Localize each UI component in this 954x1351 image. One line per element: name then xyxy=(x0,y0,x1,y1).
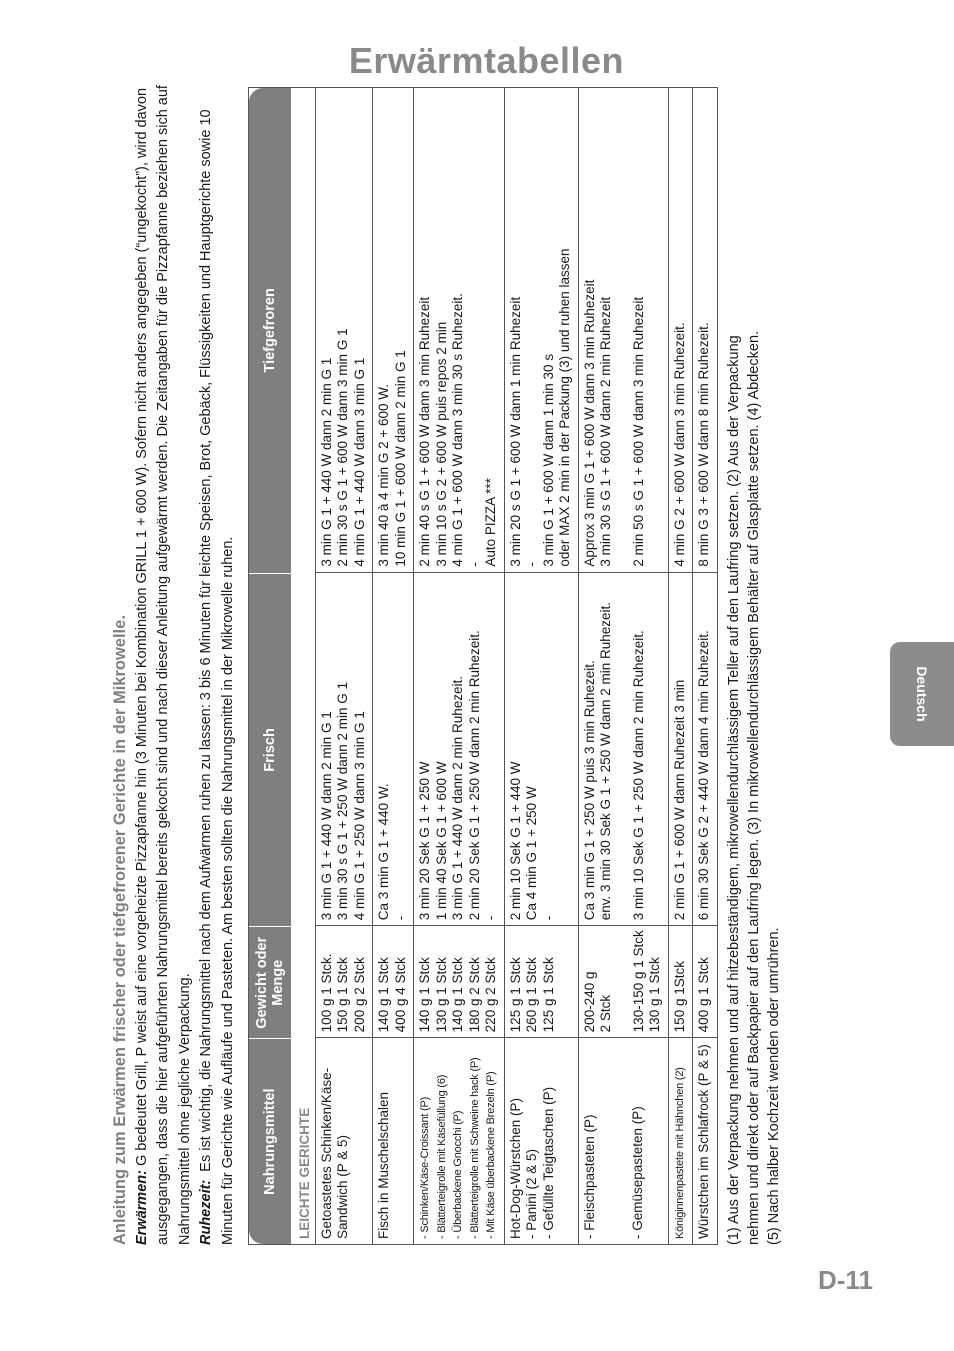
table-header-row xyxy=(249,88,291,1244)
food-line: Getoastetes Schinken/Käse- xyxy=(318,1067,334,1239)
cell-frozen xyxy=(692,88,717,573)
fresh-line xyxy=(615,577,631,921)
cell-weight xyxy=(692,926,717,1038)
cell-food xyxy=(504,1038,578,1244)
weight-line: 125 g 1 Stck xyxy=(540,957,556,1033)
fresh-line: 3 min 10 Sek G 1 + 250 W dann 2 min Ruhezeit. xyxy=(630,630,646,921)
weight-line: 180 g 2 Stck xyxy=(466,957,482,1033)
weight-line: 140 g 1 Stck xyxy=(450,957,466,1033)
frozen-line: Approx 3 min G 1 + 600 W dann 3 min Ruhezeit xyxy=(581,279,597,567)
frozen-line: 10 min G 1 + 600 W dann 2 min G 1 xyxy=(392,350,408,567)
header-weight: Gewicht oder Menge xyxy=(249,926,291,1038)
language-tab xyxy=(890,642,954,746)
weight-line xyxy=(615,930,631,1032)
fresh-line: Ca 3 min G 1 + 440 W. xyxy=(376,783,392,921)
frozen-line: Auto PIZZA *** xyxy=(483,478,499,567)
intro-erwaermen xyxy=(132,65,197,1245)
weight-line: 130-150 g 1 Stck xyxy=(630,930,646,1033)
fresh-line: 3 min 30 s G 1 + 250 W dann 2 min G 1 xyxy=(335,682,351,921)
cell-fresh xyxy=(315,573,373,927)
food-line: - Mit Käse überbackene Brezeln (P) xyxy=(485,1071,498,1239)
weight-line: 125 g 1 Stck xyxy=(507,957,523,1033)
footnote-line: (1) Aus der Verpackung nehmen und auf hitzebeständigem, mikrowellendurchlässigem Teller auf den Laufring setzen. (2) Aus der Verpackung xyxy=(725,335,742,1245)
frozen-line: oder MAX 2 min in der Packung (3) und ruhen lassen xyxy=(557,248,573,567)
food-line: Würstchen im Schlafrock (P & 5) xyxy=(696,1044,712,1239)
cell-frozen xyxy=(372,88,413,573)
cell-fresh xyxy=(578,573,668,927)
cell-weight xyxy=(668,926,693,1038)
cell-frozen xyxy=(315,88,373,573)
page-title: Erwärmtabellen xyxy=(348,40,624,81)
cell-weight xyxy=(372,926,413,1038)
frozen-line: 3 min 10 s G 2 + 600 W puis repos 2 min xyxy=(433,321,449,567)
frozen-line: 2 min 50 s G 1 + 600 W dann 3 min Ruhezeit xyxy=(630,296,646,567)
cell-weight xyxy=(504,926,578,1038)
weight-line: 2 Stck xyxy=(598,994,614,1033)
header-frozen: Tiefgefroren xyxy=(249,88,291,573)
footnote-line: (5) Nach halber Kochzeit wenden oder umrühren. xyxy=(765,927,782,1245)
intro-heading: Anleitung zum Erwärmen frischer oder tiefgefrorener Gerichte in der Mikrowelle. xyxy=(111,615,129,1245)
language-tab-label: Deutsch xyxy=(914,666,930,722)
food-line: - Überbackene Gnocchi (P) xyxy=(452,1110,465,1239)
table-row xyxy=(372,88,413,1244)
frozen-line: 3 min G 1 + 600 W dann 1 min 30 s xyxy=(540,353,556,567)
cell-fresh xyxy=(413,573,504,927)
food-line: - Blätterteigrolle mit Käsefüllung (6) xyxy=(435,1074,448,1239)
cell-fresh xyxy=(692,573,717,927)
page-number: D-11 xyxy=(818,1265,873,1295)
cell-weight xyxy=(315,926,373,1038)
cell-fresh xyxy=(668,573,693,927)
cell-food xyxy=(372,1038,413,1244)
frozen-line: - xyxy=(466,562,482,567)
fresh-line: - xyxy=(392,915,408,921)
weight-line: 260 g 1 Stck xyxy=(524,957,540,1033)
cell-food xyxy=(578,1038,668,1244)
weight-line: 130 g 1 Stck xyxy=(433,957,449,1033)
frozen-line: 8 min G 3 + 600 W dann 8 min Ruhezeit. xyxy=(696,322,712,567)
table-row xyxy=(413,88,504,1244)
cell-frozen xyxy=(413,88,504,573)
cell-weight xyxy=(578,926,668,1038)
category-row xyxy=(291,88,315,1244)
food-line: - Schinken/Käse-Croissant (P) xyxy=(419,1096,432,1239)
fresh-line: 1 min 40 Sek G 1 + 600 W xyxy=(433,761,449,921)
frozen-line xyxy=(615,92,631,567)
food-line: Sandwich (P & 5) xyxy=(335,1134,351,1239)
weight-line: 150 g 1 Stck xyxy=(335,957,351,1033)
ruhezeit-label: Ruhezeit: xyxy=(198,1179,215,1245)
food-line xyxy=(614,1042,630,1239)
food-line: Hot-Dog-Würstchen (P) xyxy=(507,1097,523,1239)
intro xyxy=(110,65,240,1245)
frozen-line: 4 min G 1 + 440 W dann 3 min G 1 xyxy=(351,357,367,567)
food-line: - Blätterteigrolle mit Schweine hack (P) xyxy=(468,1057,481,1239)
cell-frozen xyxy=(578,88,668,573)
weight-line: 150 g 1Stck xyxy=(671,961,687,1033)
cell-food xyxy=(315,1038,373,1244)
fresh-line: env. 3 min 30 Sek G 1 + 250 W dann 2 min Ruhezeit. xyxy=(598,601,614,921)
food-line: - Gemüsepasteten (P) xyxy=(630,1106,646,1239)
table-row xyxy=(668,88,693,1244)
food-line: Fisch in Muschelschalen xyxy=(376,1091,392,1239)
fresh-line: 3 min 20 Sek G 1 + 250 W xyxy=(417,761,433,921)
frozen-line: 3 min 20 s G 1 + 600 W dann 1 min Ruhezeit xyxy=(507,296,523,567)
rotated-content xyxy=(110,65,890,1245)
fresh-line: 2 min G 1 + 600 W dann Ruhezeit 3 min xyxy=(671,679,687,921)
erwaermen-label: Erwärmen: xyxy=(133,1170,150,1245)
weight-line: 220 g 2 Stck xyxy=(483,957,499,1033)
fresh-line: 4 min G 1 + 250 W dann 3 min G 1 xyxy=(351,711,367,921)
category-label: LEICHTE GERICHTE xyxy=(296,1107,312,1239)
fresh-line: 3 min G 1 + 440 W dann 2 min Ruhezeit. xyxy=(450,675,466,921)
weight-line: 130 g 1 Stck xyxy=(647,957,663,1033)
cell-food xyxy=(668,1038,693,1244)
weight-line: 400 g 4 Stck xyxy=(392,957,408,1033)
fresh-line: 2 min 10 Sek G 1 + 440 W xyxy=(507,761,523,921)
fresh-line: - xyxy=(483,915,499,921)
header-fresh: Frisch xyxy=(249,573,291,927)
cell-food xyxy=(692,1038,717,1244)
frozen-line: 4 min G 1 + 600 W dann 3 min 30 s Ruhezeit. xyxy=(450,293,466,567)
table-row xyxy=(578,88,668,1244)
food-line: - Panini (2 & 5) xyxy=(524,1148,540,1239)
footnote-line: nehmen und direkt oder auf Backpapier auf den Laufring legen. (3) In mikrowellendurchlässigem Behälter auf Glasplatte setzen. (4) Abdecken. xyxy=(745,330,762,1245)
weight-line: 400 g 1 Stck xyxy=(696,957,712,1033)
fresh-line: 6 min 30 Sek G 2 + 440 W dann 4 min Ruhezeit. xyxy=(696,630,712,921)
weight-line: 200-240 g xyxy=(581,971,597,1033)
food-line: - Fleischpasteten (P) xyxy=(581,1114,597,1239)
fresh-line: Ca 4 min G 1 + 250 W xyxy=(524,786,540,921)
fresh-line: 2 min 20 Sek G 1 + 250 W dann 2 min Ruhezeit. xyxy=(466,630,482,921)
food-line: Königinnenpastete mit Hähnchen (2) xyxy=(673,1067,686,1239)
fresh-line: - xyxy=(540,915,556,921)
table-row xyxy=(315,88,373,1244)
frozen-line: 3 min 30 s G 1 + 600 W dann 2 min Ruhezeit xyxy=(598,296,614,567)
ruhezeit-text: Es ist wichtig, die Nahrungsmittel nach dem Aufwärmen ruhen zu lassen: 3 bis 6 Minuten für leichte Speisen, Brot, Gebäck, Flüssigkeiten und Hauptgerichte sowie 10 Minuten für Gerichte wie Aufläufe und Pasteten. Am besten sollten die Nahrungsmittel in der Mikrowelle ruhen. xyxy=(198,109,236,1245)
weight-line: 140 g 1 Stck xyxy=(417,957,433,1033)
frozen-line: 2 min 30 s G 1 + 600 W dann 3 min G 1 xyxy=(335,328,351,567)
heating-table xyxy=(248,87,718,1245)
header-food: Nahrungsmittel xyxy=(249,1038,291,1244)
cell-frozen xyxy=(504,88,578,573)
frozen-line: 3 min G 1 + 440 W dann 2 min G 1 xyxy=(318,357,334,567)
frozen-line: - xyxy=(524,562,540,567)
fresh-line: 3 min G 1 + 440 W dann 2 min G 1 xyxy=(318,711,334,921)
cell-weight xyxy=(413,926,504,1038)
intro-ruhezeit xyxy=(196,65,239,1245)
weight-line: 140 g 1 Stck xyxy=(376,957,392,1033)
footnotes xyxy=(724,65,784,1245)
fresh-line: Ca 3 min G 1 + 250 W puis 3 min Ruhezeit. xyxy=(581,660,597,921)
frozen-line: 2 min 40 s G 1 + 600 W dann 3 min Ruhezeit xyxy=(417,296,433,567)
weight-line: 100 g 1 Stck. xyxy=(318,953,334,1033)
table-row xyxy=(692,88,717,1244)
frozen-line: 4 min G 2 + 600 W dann 3 min Ruhezeit. xyxy=(671,322,687,567)
food-line xyxy=(598,1042,614,1239)
weight-line: 200 g 2 Stck xyxy=(351,957,367,1033)
cell-frozen xyxy=(668,88,693,573)
cell-fresh xyxy=(504,573,578,927)
food-line: - Gefüllte Teigtaschen (P) xyxy=(540,1086,556,1239)
cell-food xyxy=(413,1038,504,1244)
frozen-line: 3 min 40 à 4 min G 2 + 600 W. xyxy=(376,383,392,567)
table-row xyxy=(504,88,578,1244)
cell-fresh xyxy=(372,573,413,927)
erwaermen-text: G bedeutet Grill, P weist auf eine vorgeheizte Pizzapfanne hin (3 Minuten bei Kombination GRILL 1 + 600 W). Sofern nicht anders angegeben (“ungekocht”), wird davon ausgegangen, dass die hier aufgeführten Nahrungsmittel bereits gekocht sind und nach dieser Anleitung aufgewärmt werden. Die Zeitangaben für die Pizzapfanne beziehen sich auf Nahrungsmittel ohne jegliche Verpackung. xyxy=(133,85,193,1245)
